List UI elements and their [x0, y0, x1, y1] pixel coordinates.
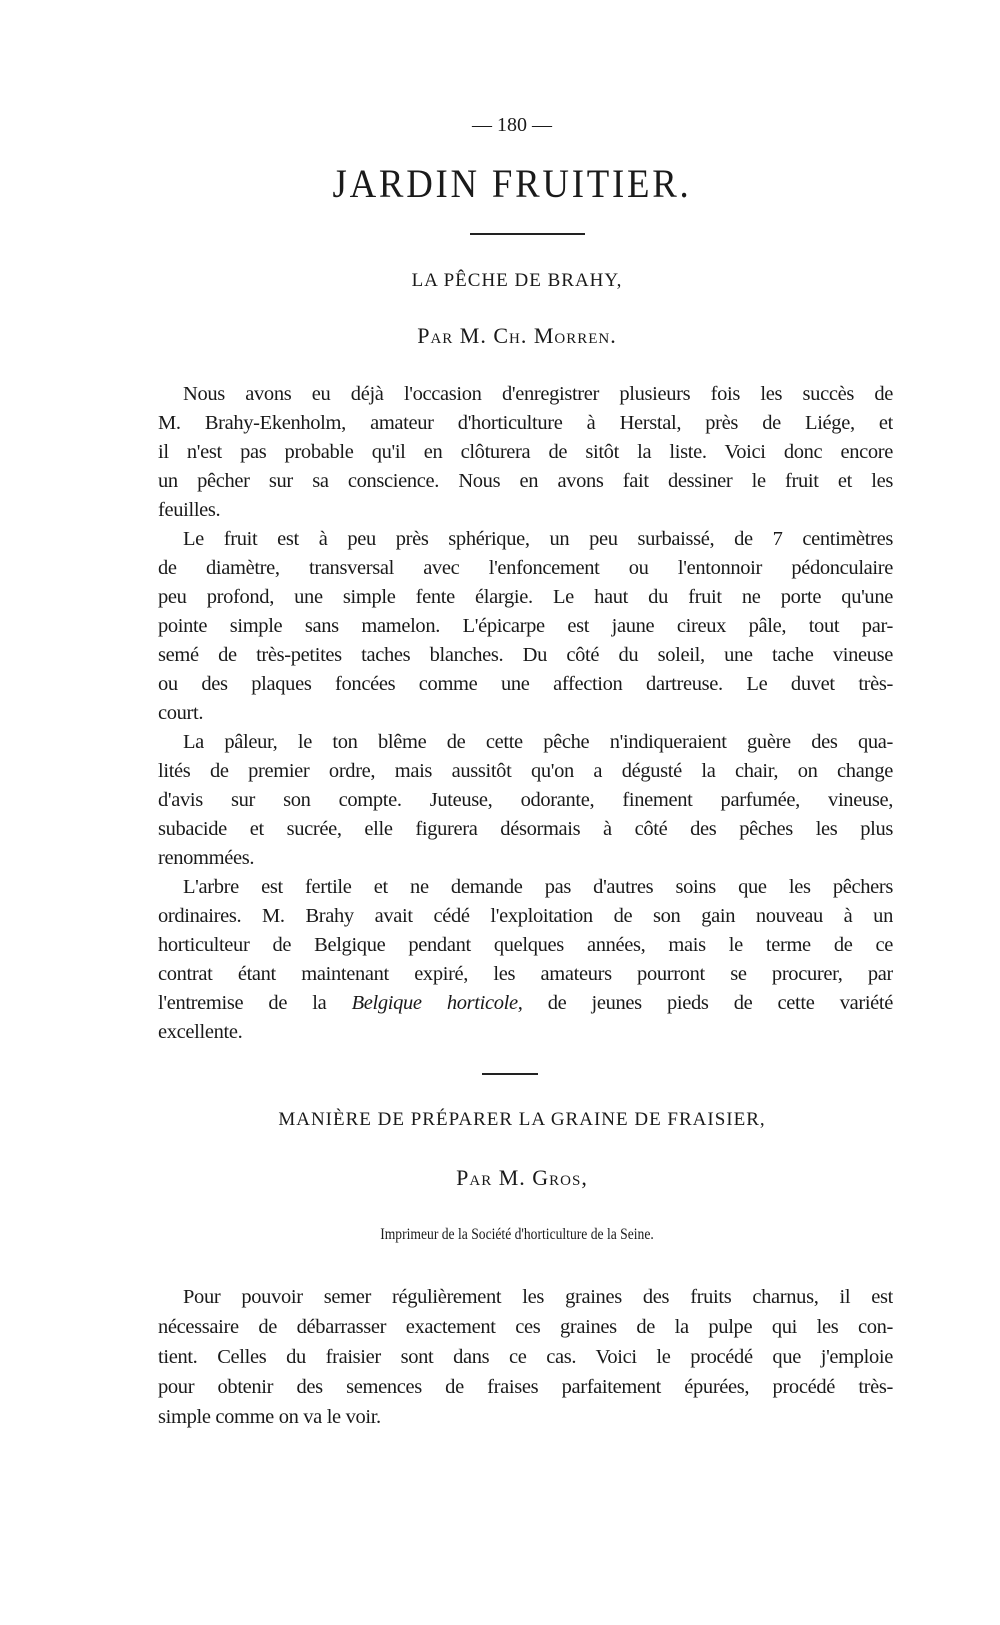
text-segment: L'arbre est fertile et ne demande pas d'autres soins que les pêchers — [183, 876, 893, 898]
text-line — [158, 989, 893, 1018]
text-line — [158, 380, 893, 409]
text-line — [158, 815, 893, 844]
text-segment: lités de premier ordre, mais aussitôt qu'on a dégusté la chair, on change — [158, 760, 893, 782]
text-segment: un pêcher sur sa conscience. Nous en avons fait dessiner le fruit et les — [158, 470, 893, 492]
italic-title: Belgique horticole, — [351, 992, 523, 1014]
text-line — [158, 960, 893, 989]
text-segment: subacide et sucrée, elle figurera désormais à côté des pêches les plus — [158, 818, 893, 840]
text-line — [158, 1312, 893, 1342]
text-segment: simple comme on va le voir. — [158, 1406, 381, 1428]
text-segment: M. Brahy-Ekenholm, amateur d'horticulture à Herstal, près de Liége, et — [158, 412, 893, 434]
text-segment: pointe simple sans mamelon. L'épicarpe est jaune cireux pâle, tout par- — [158, 615, 893, 637]
text-line — [158, 902, 893, 931]
article-heading: LA PÊCHE DE BRAHY, — [411, 270, 623, 291]
text-segment: de jeunes pieds de cette variété — [547, 992, 893, 1014]
text-segment: Pour pouvoir semer régulièrement les graines des fruits charnus, il est — [183, 1286, 893, 1308]
text-segment: nécessaire de débarrasser exactement ces graines de la pulpe qui les con- — [158, 1316, 893, 1338]
text-segment: court. — [158, 702, 204, 724]
text-line — [158, 699, 893, 728]
text-line — [158, 1018, 893, 1047]
article-body — [158, 1282, 893, 1432]
text-line — [158, 612, 893, 641]
article-subtitle: Imprimeur de la Société d'horticulture de la Seine. — [380, 1226, 654, 1243]
text-segment: peu profond, une simple fente élargie. Le haut du fruit ne porte qu'une — [158, 586, 893, 608]
text-line — [158, 583, 893, 612]
text-segment: renommées. — [158, 847, 255, 869]
divider — [482, 1073, 538, 1075]
text-line — [158, 931, 893, 960]
text-line — [158, 1282, 893, 1312]
text-line — [158, 438, 893, 467]
text-segment: feuilles. — [158, 499, 221, 521]
text-segment: horticulteur de Belgique pendant quelques années, mais le terme de ce — [158, 934, 893, 956]
text-line — [158, 554, 893, 583]
text-line — [158, 844, 893, 873]
article-body — [158, 380, 893, 1047]
text-segment: contrat étant maintenant expiré, les amateurs pourront se procurer, par — [158, 963, 893, 985]
text-line — [158, 525, 893, 554]
text-line — [158, 1342, 893, 1372]
article-heading: MANIÈRE DE PRÉPARER LA GRAINE DE FRAISIER, — [278, 1109, 766, 1130]
text-segment: d'avis sur son compte. Juteuse, odorante, finement parfumée, vineuse, — [158, 789, 893, 811]
text-line — [158, 409, 893, 438]
article-byline: Par M. Gros, — [456, 1165, 588, 1190]
text-segment: ordinaires. M. Brahy avait cédé l'exploitation de son gain nouveau à un — [158, 905, 893, 927]
text-segment: excellente. — [158, 1021, 243, 1043]
text-line — [158, 467, 893, 496]
text-line — [158, 757, 893, 786]
text-segment: de diamètre, transversal avec l'enfoncement ou l'entonnoir pédonculaire — [158, 557, 893, 579]
text-line — [158, 496, 893, 525]
text-line — [158, 1372, 893, 1402]
text-line — [158, 786, 893, 815]
text-segment: pour obtenir des semences de fraises parfaitement épurées, procédé très- — [158, 1376, 893, 1398]
text-line — [158, 728, 893, 757]
divider — [470, 233, 585, 235]
text-segment: Le fruit est à peu près sphérique, un peu surbaissé, de 7 centimètres — [183, 528, 893, 550]
text-line — [158, 1402, 893, 1432]
text-line — [158, 873, 893, 902]
page-number: — 180 — — [472, 114, 552, 136]
article-byline: Par M. Ch. Morren. — [417, 323, 617, 348]
page-title: JARDIN FRUITIER. — [332, 161, 692, 206]
text-line — [158, 670, 893, 699]
text-line — [158, 641, 893, 670]
text-segment: l'entremise de la — [158, 992, 327, 1014]
text-segment: tient. Celles du fraisier sont dans ce cas. Voici le procédé que j'emploie — [158, 1346, 893, 1368]
text-segment: Nous avons eu déjà l'occasion d'enregistrer plusieurs fois les succès de — [183, 383, 893, 405]
text-segment: ou des plaques foncées comme une affection dartreuse. Le duvet très- — [158, 673, 893, 695]
text-segment: La pâleur, le ton blême de cette pêche n'indiqueraient guère des qua- — [183, 731, 893, 753]
text-segment: semé de très-petites taches blanches. Du côté du soleil, une tache vineuse — [158, 644, 893, 666]
text-segment: il n'est pas probable qu'il en clôturera de sitôt la liste. Voici donc encore — [158, 441, 893, 463]
